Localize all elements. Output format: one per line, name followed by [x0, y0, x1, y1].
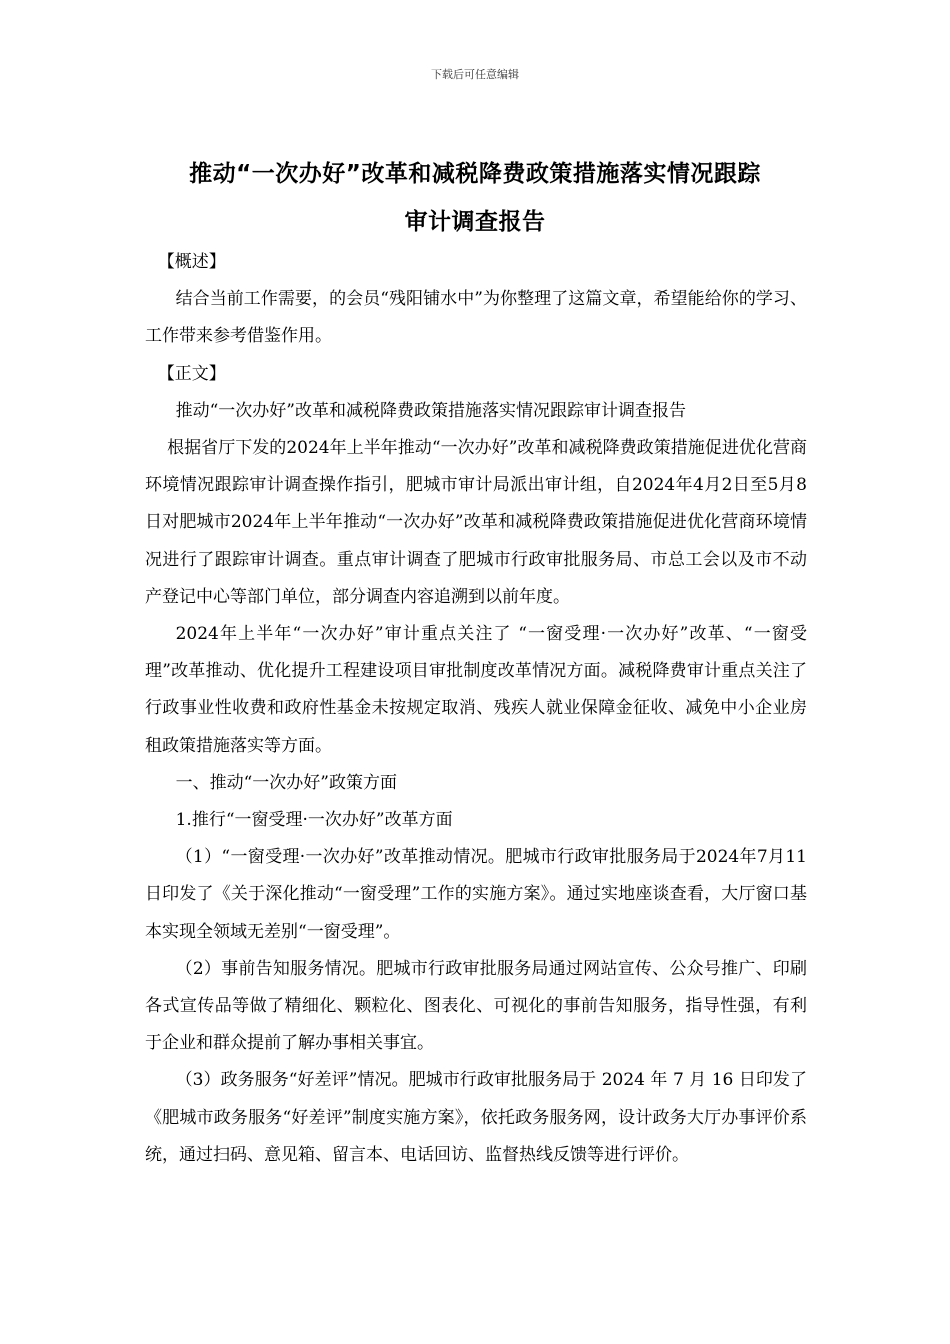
subsection-heading-1: 1.推行“一窗受理·一次办好”改革方面	[175, 810, 453, 831]
body-title: 推动“一次办好”改革和减税降费政策措施落实情况跟踪审计调查报告	[175, 400, 686, 421]
document-body	[145, 244, 807, 1174]
overview-heading: 【概述】	[157, 252, 226, 272]
header-note: 下载后可任意编辑	[431, 68, 519, 81]
item-1: （1）“一窗受理·一次办好”改革推动情况。肥城市行政审批服务局于2024年7月11日印发了《关于深化推动“一窗受理”工作的实施方案》。通过实地座谈查看，大厅窗口基本实现全领域无差别“一窗受理”。	[145, 847, 807, 942]
overview-text: 结合当前工作需要，的会员“残阳铺水中”为你整理了这篇文章，希望能给你的学习、工作带来参考借鉴作用。	[145, 289, 807, 347]
item-3: （3）政务服务“好差评”情况。肥城市行政审批服务局于 2024 年 7 月 16 日印发了《肥城市政务服务“好差评”制度实施方案》，依托政务服务网，设计政务大厅办事评价系统，通过扫码、意见箱、留言本、电话回访、监督热线反馈等进行评价。	[145, 1070, 807, 1165]
paragraph-2: 2024年上半年“一次办好”审计重点关注了 “一窗受理·一次办好”改革、“一窗受理”改革推动、优化提升工程建设项目审批制度改革情况方面。减税降费审计重点关注了行政事业性收费和政府性基金未按规定取消、残疾人就业保障金征收、减免中小企业房租政策措施落实等方面。	[145, 624, 807, 756]
body-heading: 【正文】	[157, 363, 226, 384]
item-2: （2）事前告知服务情况。肥城市行政审批服务局通过网站宣传、公众号推广、印刷各式宣传品等做了精细化、颗粒化、图表化、可视化的事前告知服务，指导性强，有利于企业和群众提前了解办事相关事宜。	[145, 958, 807, 1054]
document-title-line-2: 审计调查报告	[404, 209, 546, 235]
paragraph-1: 根据省厅下发的2024年上半年推动“一次办好”改革和减税降费政策措施促进优化营商环境情况跟踪审计调查操作指引，肥城市审计局派出审计组，自2024年4月2日至5月8日对肥城市2024年上半年推动“一次办好”改革和减税降费政策措施促进优化营商环境情况进行了跟踪审计调查。重点审计调查了肥城市行政审批服务局、市总工会以及市不动产登记中心等部门单位，部分调查内容追溯到以前年度。	[145, 438, 807, 607]
document-title-line-1: 推动“一次办好”改革和减税降费政策措施落实情况跟踪	[189, 161, 761, 187]
section-heading-1: 一、推动“一次办好”政策方面	[175, 772, 397, 793]
